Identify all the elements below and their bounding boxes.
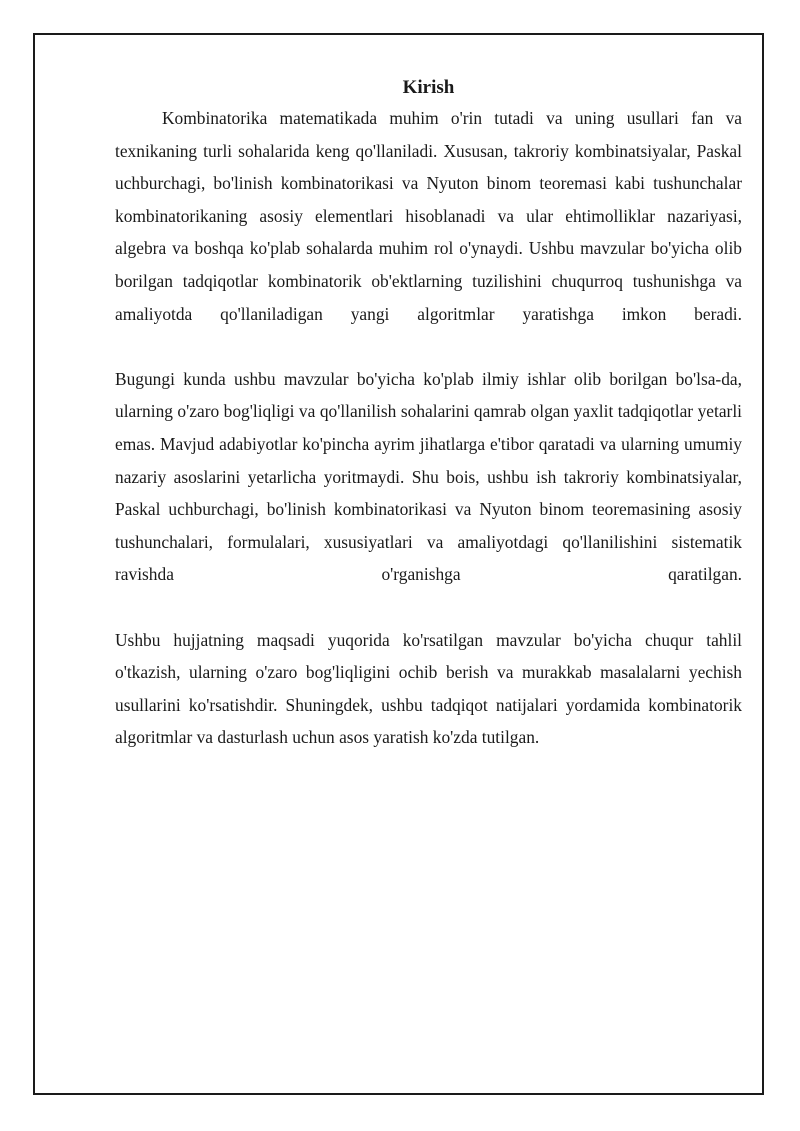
paragraph-goal: Ushbu hujjatning maqsadi yuqorida ko'rsatilgan mavzular bo'yicha chuqur tahlil o'tkazish, ularning o'zaro bog'liqligini ochib berish va murakkab masalalarni yechish usullarini ko'rsatishdir. Shuningdek, ushbu tadqiqot natijalari yordamida kombinatorik algoritmlar va dasturlash uchun asos yaratish ko'zda tutilgan. <box>115 629 742 748</box>
paragraph-intro: Kombinatorika matematikada muhim o'rin tutadi va uning usullari fan va texnikaning turli sohalarida keng qo'llaniladi. Xususan, takroriy kombinatsiyalar, Paskal uchburchagi, bo'linish kombinatorikasi va Nyuton binom teoremasi kabi tushunchalar kombinatorikaning asosiy elementlari hisoblanadi va ular ehtimolliklar nazariyasi, algebra va boshqa ko'plab sohalarda muhim rol o'ynaydi. Ushbu mavzular bo'yicha olib borilgan tadqiqotlar kombinatorik ob'ektlarning tuzilishini chuqurroq tushunishga va amaliyotda qo'llaniladigan yangi algoritmlar yaratishga imkon beradi. <box>115 108 742 324</box>
section-title: Kirish <box>402 77 455 98</box>
document-body <box>115 76 742 754</box>
paragraph-problem: Bugungi kunda ushbu mavzular bo'yicha ko'plab ilmiy ishlar olib borilgan bo'lsa-da, ularning o'zaro bog'liqligi va qo'llanilish sohalarini qamrab olgan yaxlit tadqiqotlar yetarli emas. Mavjud adabiyotlar ko'pincha ayrim jihatlarga e'tibor qaratadi va ularning umumiy nazariy asoslarini yetarlicha yoritmaydi. Shu bois, ushbu ish takroriy kombinatsiyalar, Paskal uchburchagi, bo'linish kombinatorikasi va Nyuton binom teoremasining asosiy tushunchalari, formulalari, xususiyatlari va amaliyotdagi qo'llanilishini sistematik ravishda o'rganishga qaratilgan. <box>115 368 742 585</box>
